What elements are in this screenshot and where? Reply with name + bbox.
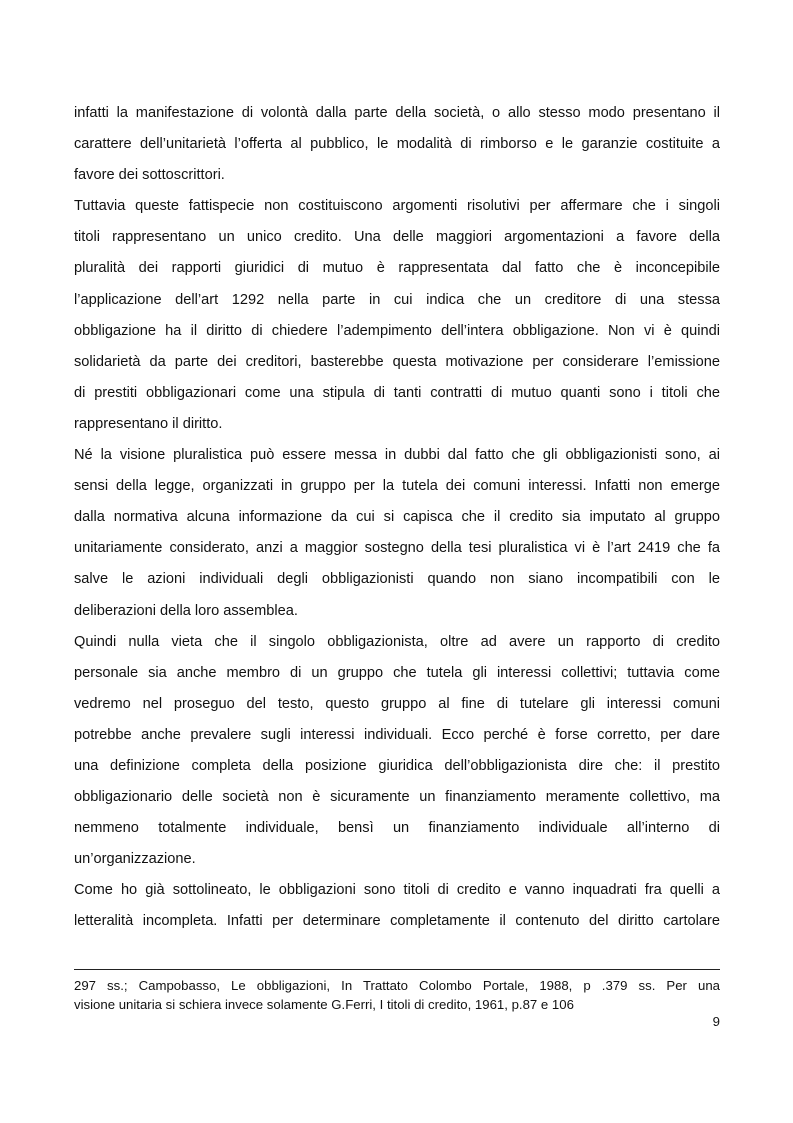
body-line: obbligazione ha il diritto di chiedere l’adempimento dell’intera obbligazione. Non vi è quindi	[74, 322, 720, 339]
body-line: pluralità dei rapporti giuridici di mutuo è rappresentata dal fatto che è inconcepibile	[74, 260, 720, 277]
footnote-line: visione unitaria si schiera invece solamente G.Ferri, I titoli di credito, 1961, p.87 e 106	[74, 997, 574, 1012]
body-line: nemmeno totalmente individuale, bensì un finanziamento individuale all’interno di	[74, 820, 720, 837]
body-line: Come ho già sottolineato, le obbligazioni sono titoli di credito e vanno inquadrati fra quelli a	[74, 882, 720, 899]
body-line: solidarietà da parte dei creditori, basterebbe questa motivazione per considerare l’emissione	[74, 353, 720, 370]
body-line: di prestiti obbligazionari come una stipula di tanti contratti di mutuo quanti sono i titoli che	[74, 384, 720, 401]
body-line: l’applicazione dell’art 1292 nella parte in cui indica che un creditore di una stessa	[74, 291, 720, 308]
body-line: unitariamente considerato, anzi a maggior sostegno della tesi pluralistica vi è l’art 2419 che fa	[74, 540, 720, 557]
body-text	[74, 101, 720, 941]
body-line: titoli rappresentano un unico credito. Una delle maggiori argomentazioni a favore della	[74, 229, 720, 246]
page-number: 9	[712, 1014, 720, 1029]
body-line: rappresentano il diritto.	[74, 415, 223, 432]
body-line: un’organizzazione.	[74, 851, 196, 868]
body-line: Tuttavia queste fattispecie non costituiscono argomenti risolutivi per affermare che i singoli	[74, 198, 720, 215]
body-line: favore dei sottoscrittori.	[74, 167, 225, 184]
body-line: personale sia anche membro di un gruppo che tutela gli interessi collettivi; tuttavia come	[74, 664, 720, 681]
body-line: salve le azioni individuali degli obbligazionisti quando non siano incompatibili con le	[74, 571, 720, 588]
body-line: Né la visione pluralistica può essere messa in dubbi dal fatto che gli obbligazionisti sono, ai	[74, 447, 720, 464]
body-line: dalla normativa alcuna informazione da cui si capisca che il credito sia imputato al gruppo	[74, 509, 720, 526]
body-line: sensi della legge, organizzati in gruppo per la tutela dei comuni interessi. Infatti non emerge	[74, 478, 720, 495]
body-line: carattere dell’unitarietà l’offerta al pubblico, le modalità di rimborso e le garanzie costituite a	[74, 136, 720, 153]
body-line: letteralità incompleta. Infatti per determinare completamente il contenuto del diritto cartolare	[74, 913, 720, 930]
footnote-separator	[74, 969, 720, 970]
footnote-line: 297 ss.; Campobasso, Le obbligazioni, In Trattato Colombo Portale, 1988, p .379 ss. Per una	[74, 978, 720, 993]
body-line: vedremo nel proseguo del testo, questo gruppo al fine di tutelare gli interessi comuni	[74, 695, 720, 712]
body-line: potrebbe anche prevalere sugli interessi individuali. Ecco perché è forse corretto, per dare	[74, 726, 720, 743]
body-line: deliberazioni della loro assemblea.	[74, 602, 298, 619]
body-line: una definizione completa della posizione giuridica dell’obbligazionista dire che: il prestito	[74, 757, 720, 774]
body-line: infatti la manifestazione di volontà dalla parte della società, o allo stesso modo presentano il	[74, 105, 720, 121]
footnotes	[74, 976, 720, 1014]
body-line: Quindi nulla vieta che il singolo obbligazionista, oltre ad avere un rapporto di credito	[74, 633, 720, 650]
body-line: obbligazionario delle società non è sicuramente un finanziamento meramente collettivo, ma	[74, 789, 720, 806]
